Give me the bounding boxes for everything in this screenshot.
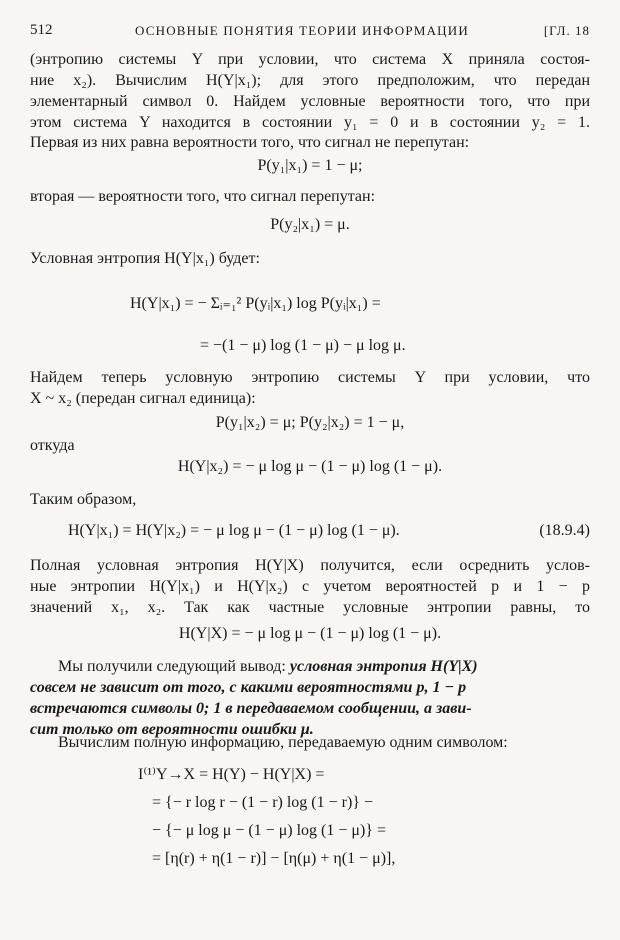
equation: I⁽¹⁾Y→X = H(Y) − H(Y|X) = bbox=[138, 766, 325, 783]
text-line: Первая из них равна вероятности того, что сигнал не перепутан: bbox=[30, 134, 470, 151]
equation: P(y₁|x₁) = 1 − μ; bbox=[257, 157, 363, 174]
text-line: этом система Y находится в состоянии y₁ = 0 и в состоянии y₂ = 1. bbox=[30, 114, 590, 131]
text-line: Условная энтропия H(Y|x₁) будет: bbox=[30, 250, 260, 267]
text-line: Таким образом, bbox=[30, 491, 137, 508]
emphasis-text: сит только от вероятности ошибки μ. bbox=[30, 721, 314, 738]
text-line: X ~ x₂ (передан сигнал единица): bbox=[30, 390, 256, 407]
equation: P(y₁|x₂) = μ; P(y₂|x₂) = 1 − μ, bbox=[215, 414, 405, 431]
text-line: ные энтропии H(Y|x₁) и H(Y|x₂) с учетом вероятностей p и 1 − p bbox=[30, 578, 590, 595]
equation: H(Y|x₂) = − μ log μ − (1 − μ) log (1 − μ). bbox=[177, 458, 443, 475]
emphasis-text: встречаются символы 0; 1 в передаваемом сообщении, а зави- bbox=[30, 700, 472, 717]
equation: = −(1 − μ) log (1 − μ) − μ log μ. bbox=[200, 337, 406, 354]
text-line: вторая — вероятности того, что сигнал перепутан: bbox=[30, 188, 376, 205]
text-line: Вычислим полную информацию, передаваемую одним символом: bbox=[58, 734, 508, 751]
text-line: откуда bbox=[30, 437, 75, 454]
running-header bbox=[30, 22, 590, 46]
equation: = {− r log r − (1 − r) log (1 − r)} − bbox=[152, 794, 374, 811]
text-line: элементарный символ 0. Найдем условные вероятности того, что при bbox=[30, 93, 590, 110]
equation: − {− μ log μ − (1 − μ) log (1 − μ)} = bbox=[152, 822, 387, 839]
text-line: (энтропию системы Y при условии, что система X приняла состоя- bbox=[30, 51, 590, 68]
equation: = [η(r) + η(1 − r)] − [η(μ) + η(1 − μ)], bbox=[152, 850, 396, 867]
text-span: Мы получили следующий вывод: bbox=[58, 658, 290, 675]
equation: H(Y|x₁) = − Σᵢ₌₁² P(yᵢ|x₁) log P(yᵢ|x₁) = bbox=[130, 295, 381, 312]
chapter-label: [ГЛ. 18 bbox=[543, 23, 590, 38]
emphasis-text: совсем не зависит от того, с какими вероятностями p, 1 − p bbox=[30, 679, 467, 696]
text-line: Полная условная энтропия H(Y|X) получится, если осреднить услов- bbox=[30, 557, 590, 574]
page-number: 512 bbox=[30, 22, 53, 38]
equation: H(Y|x₁) = H(Y|x₂) = − μ log μ − (1 − μ) log (1 − μ). bbox=[68, 522, 400, 539]
equation: P(y₂|x₁) = μ. bbox=[270, 216, 350, 233]
emphasis-text: условная энтропия H(Y|X) bbox=[289, 658, 478, 675]
text-line bbox=[58, 657, 590, 677]
equation-number: (18.9.4) bbox=[539, 522, 590, 539]
text-line: ние x₂). Вычислим H(Y|x₁); для этого предположим, что передан bbox=[30, 72, 590, 89]
running-title: ОСНОВНЫЕ ПОНЯТИЯ ТЕОРИИ ИНФОРМАЦИИ bbox=[135, 23, 469, 38]
equation: H(Y|X) = − μ log μ − (1 − μ) log (1 − μ). bbox=[178, 625, 442, 642]
text-line: Найдем теперь условную энтропию системы Y при условии, что bbox=[30, 369, 590, 386]
text-line: значений x₁, x₂. Так как частные условные энтропии равны, то bbox=[30, 599, 590, 616]
